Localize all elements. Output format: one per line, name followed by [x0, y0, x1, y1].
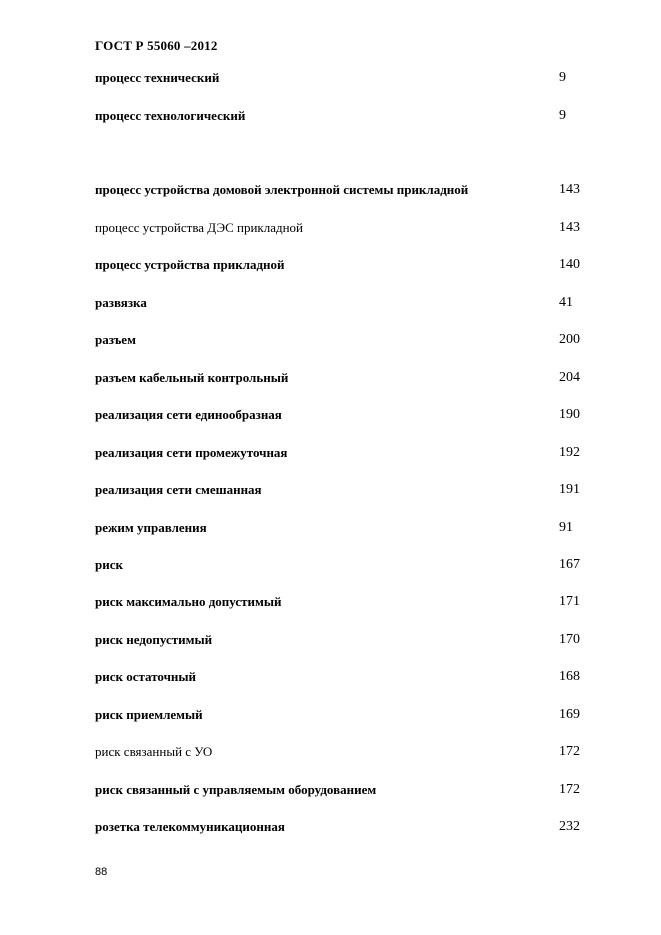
index-entry: [95, 70, 595, 90]
index-term: риск недопустимый: [95, 632, 213, 647]
index-entry: [95, 782, 595, 802]
index-entry: [95, 669, 595, 689]
index-page-ref: 168: [559, 669, 580, 684]
index-entry: [95, 182, 595, 202]
index-term: процесс технический: [95, 70, 220, 85]
index-entry: [95, 407, 595, 427]
index-entry: [95, 445, 595, 465]
index-page-ref: 171: [559, 594, 580, 609]
index-page-ref: 191: [559, 482, 580, 497]
index-term: процесс технологический: [95, 108, 246, 123]
index-term: риск связанный с управляемым оборудованием: [95, 782, 377, 797]
index-term: реализация сети единообразная: [95, 407, 282, 422]
index-entry: [95, 744, 595, 764]
index-entry: [95, 819, 595, 839]
index-page-ref: 192: [559, 445, 580, 460]
index-page-ref: 167: [559, 557, 580, 572]
index-page-ref: 9: [559, 108, 566, 123]
index-page-ref: 169: [559, 707, 580, 722]
index-entry: [95, 632, 595, 652]
index-term: риск приемлемый: [95, 707, 203, 722]
index-page-ref: 172: [559, 744, 580, 759]
index-term: процесс устройства домовой электронной системы прикладной: [95, 182, 469, 197]
index-page-ref: 204: [559, 370, 580, 385]
index-entry: [95, 295, 595, 315]
index-entry: [95, 482, 595, 502]
index-term: процесс устройства ДЭС прикладной: [95, 220, 304, 235]
index-entry: [95, 707, 595, 727]
index-page-ref: 9: [559, 70, 566, 85]
page-number: 88: [95, 866, 108, 878]
index-term: риск максимально допустимый: [95, 594, 282, 609]
index-entry: [95, 594, 595, 614]
index-term: разъем кабельный контрольный: [95, 370, 289, 385]
index-term: реализация сети смешанная: [95, 482, 262, 497]
index-entry: [95, 370, 595, 390]
index-page-ref: 140: [559, 257, 580, 272]
index-page-ref: 200: [559, 332, 580, 347]
index-page-ref: 143: [559, 220, 580, 235]
index-entry: [95, 520, 595, 540]
index-entry: [95, 108, 595, 128]
index-page-ref: 190: [559, 407, 580, 422]
index-term: развязка: [95, 295, 147, 310]
index-page-ref: 143: [559, 182, 580, 197]
index-entry: [95, 332, 595, 352]
index-entry: [95, 220, 595, 240]
index-term: режим управления: [95, 520, 207, 535]
document-header: ГОСТ Р 55060 –2012: [95, 38, 218, 53]
index-term: риск связанный с УО: [95, 744, 213, 759]
index-term: риск остаточный: [95, 669, 197, 684]
index-page-ref: 172: [559, 782, 580, 797]
index-page-ref: 232: [559, 819, 580, 834]
index-term: реализация сети промежуточная: [95, 445, 288, 460]
index-page-ref: 170: [559, 632, 580, 647]
index-term: розетка телекоммуникационная: [95, 819, 285, 834]
index-term: процесс устройства прикладной: [95, 257, 285, 272]
index-term: разъем: [95, 332, 136, 347]
index-entry: [95, 257, 595, 277]
index-page-ref: 91: [559, 520, 573, 535]
index-entry: [95, 557, 595, 577]
index-term: риск: [95, 557, 123, 572]
index-page-ref: 41: [559, 295, 573, 310]
